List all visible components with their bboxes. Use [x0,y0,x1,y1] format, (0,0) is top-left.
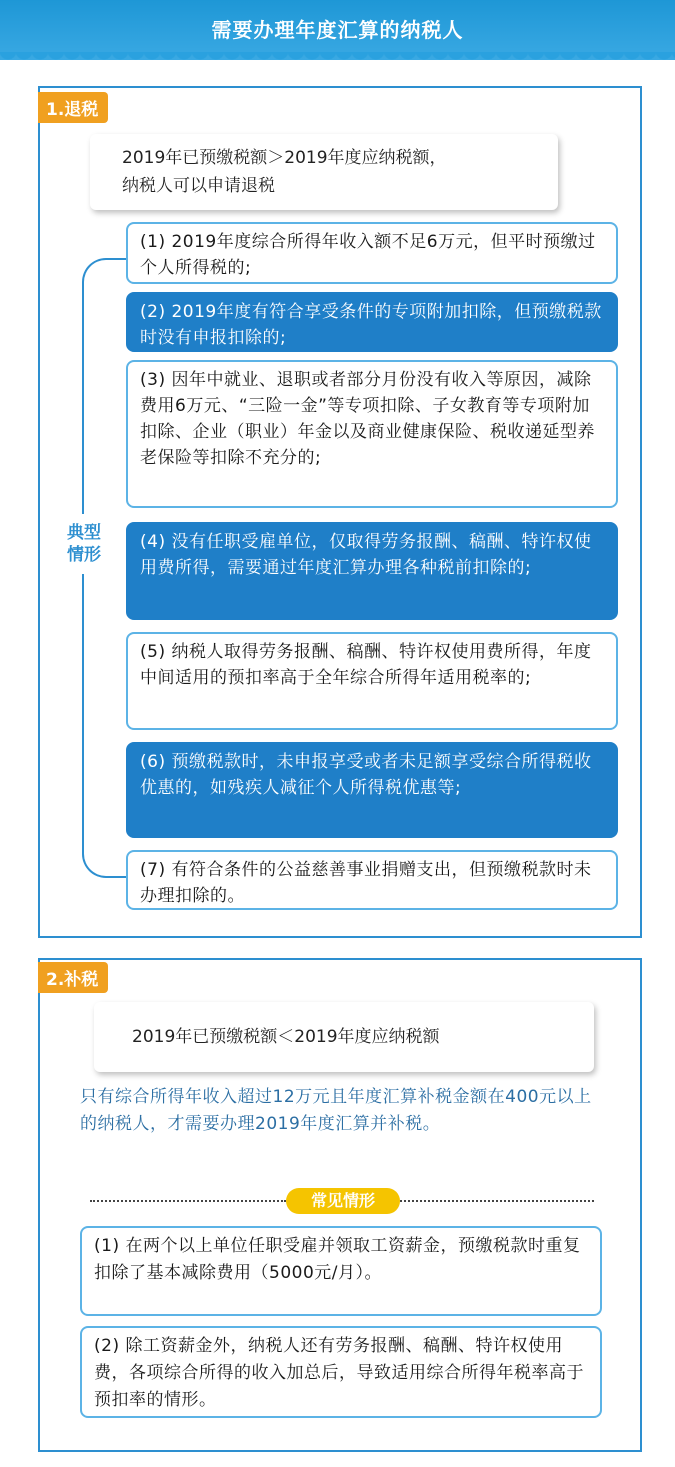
refund-section [38,86,642,938]
divider-left [90,1200,286,1202]
refund-case-1: (1) 2019年度综合所得年收入额不足6万元，但平时预缴过个人所得税的; [126,222,618,284]
header-banner [0,0,675,60]
supplement-case-1: (1) 在两个以上单位任职受雇并领取工资薪金，预缴税款时重复扣除了基本减除费用（5000元/月）。 [80,1226,602,1316]
typical-cases-label: 典型情形 [64,514,104,574]
refund-condition-line2: 纳税人可以申请退税 [122,176,275,196]
refund-tag: 1.退税 [38,92,108,123]
refund-condition [90,134,558,210]
refund-condition-line1: 2019年已预缴税额＞2019年度应纳税额， [122,148,447,168]
divider-right [400,1200,594,1202]
refund-case-3: (3) 因年中就业、退职或者部分月份没有收入等原因，减除费用6万元、“三险一金”等专项扣除、子女教育等专项附加扣除、企业（职业）年金以及商业健康保险、税收递延型养老保险等扣除不充分的; [126,360,618,508]
refund-case-4: (4) 没有任职受雇单位，仅取得劳务报酬、稿酬、特许权使用费所得，需要通过年度汇算办理各种税前扣除的; [126,522,618,620]
scallop-edge [0,52,675,68]
page-title: 需要办理年度汇算的纳税人 [211,18,464,42]
refund-case-7: (7) 有符合条件的公益慈善事业捐赠支出，但预缴税款时未办理扣除的。 [126,850,618,910]
supplement-description: 只有综合所得年收入超过12万元且年度汇算补税金额在400元以上的纳税人，才需要办理2019年度汇算并补税。 [80,1087,592,1134]
refund-case-5: (5) 纳税人取得劳务报酬、稿酬、特许权使用费所得，年度中间适用的预扣率高于全年综合所得年适用税率的; [126,632,618,730]
common-cases-label: 常见情形 [286,1188,400,1214]
refund-case-6: (6) 预缴税款时，未申报享受或者未足额享受综合所得税收优惠的，如残疾人减征个人所得税优惠等; [126,742,618,838]
supplement-condition: 2019年已预缴税额＜2019年度应纳税额 [94,1002,594,1072]
supplement-case-2: (2) 除工资薪金外，纳税人还有劳务报酬、稿酬、特许权使用费，各项综合所得的收入加总后，导致适用综合所得年税率高于预扣率的情形。 [80,1326,602,1418]
refund-case-2: (2) 2019年度有符合享受条件的专项附加扣除，但预缴税款时没有申报扣除的; [126,292,618,352]
supplement-section [38,958,642,1452]
supplement-tag: 2.补税 [38,962,108,993]
